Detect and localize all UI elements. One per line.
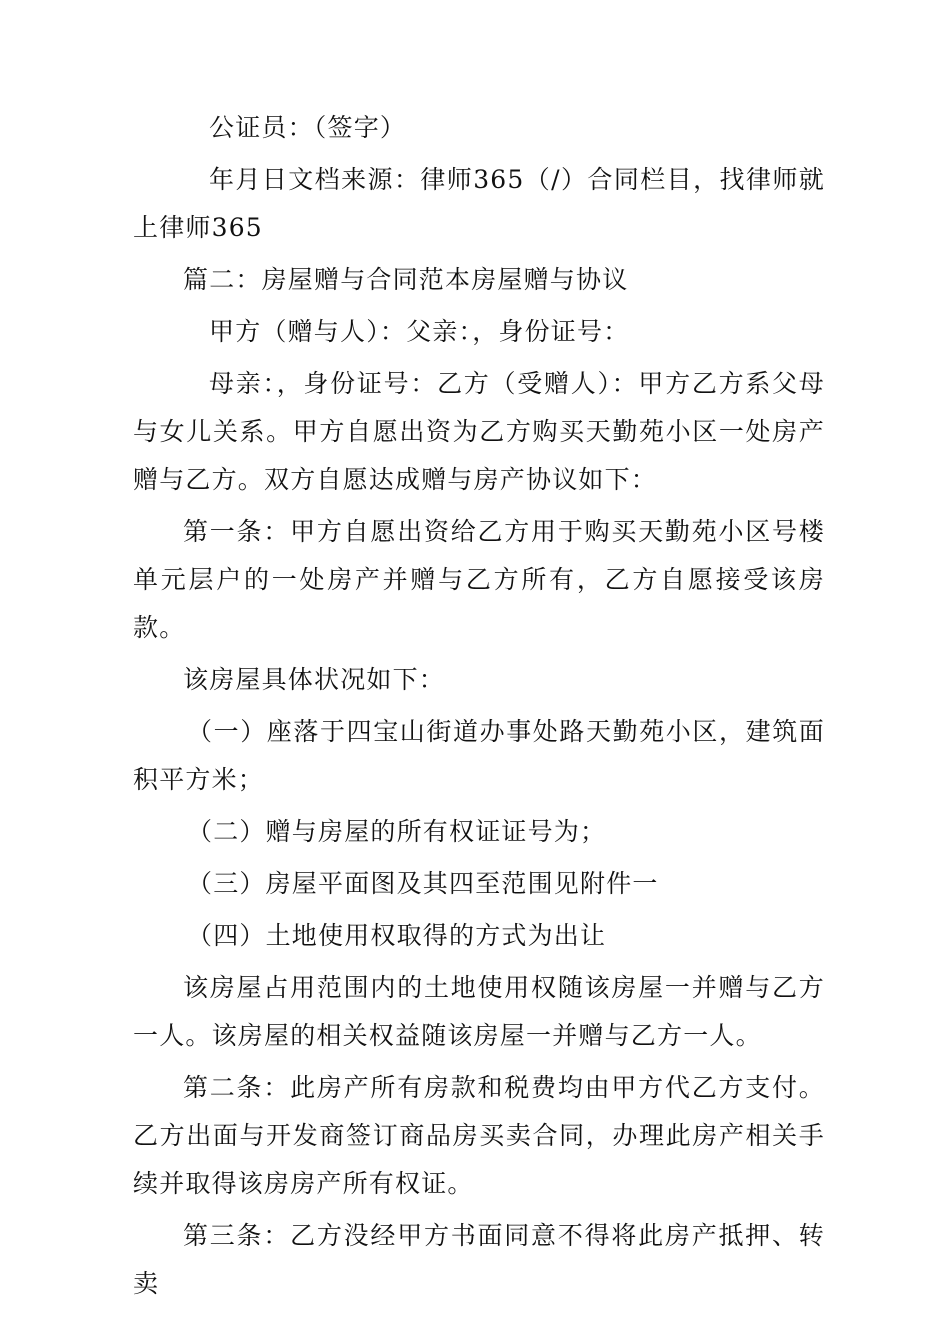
article-two-paragraph: 第二条：此房产所有房款和税费均由甲方代乙方支付。乙方出面与开发商签订商品房买卖合同，办理此房产相关手续并取得该房房产所有权证。 [133, 1073, 825, 1198]
clause-four-paragraph: （四）土地使用权取得的方式为出让 [187, 921, 607, 950]
document-body [133, 104, 825, 1312]
section-heading: 篇二：房屋赠与合同范本房屋赠与协议 [183, 265, 629, 294]
clause-one-paragraph: （一）座落于四宝山街道办事处路天勤苑小区，建筑面积平方米； [133, 717, 825, 794]
article-three-paragraph: 第三条：乙方没经甲方书面同意不得将此房产抵押、转卖 [133, 1221, 825, 1298]
date-source-paragraph: 年月日文档来源：律师365（/）合同栏目，找律师就上律师365 [133, 165, 825, 242]
clause-two-paragraph: （二）赠与房屋的所有权证证号为； [187, 817, 607, 846]
party-a-paragraph: 甲方（赠与人）：父亲：，身份证号： [209, 317, 630, 346]
article-one-paragraph: 第一条：甲方自愿出资给乙方用于购买天勤苑小区号楼单元层户的一处房产并赠与乙方所有，乙方自愿接受该房款。 [133, 517, 825, 642]
clause-three-paragraph: （三）房屋平面图及其四至范围见附件一 [187, 869, 659, 898]
mother-party-b-paragraph: 母亲：，身份证号：乙方（受赠人）：甲方乙方系父母与女儿关系。甲方自愿出资为乙方购买天勤苑小区一处房产赠与乙方。双方自愿达成赠与房产协议如下： [133, 369, 825, 494]
land-use-paragraph: 该房屋占用范围内的土地使用权随该房屋一并赠与乙方一人。该房屋的相关权益随该房屋一并赠与乙方一人。 [133, 973, 825, 1050]
notary-signature-line: 公证员：（签字） [209, 113, 407, 142]
house-details-heading: 该房屋具体状况如下： [183, 665, 446, 694]
